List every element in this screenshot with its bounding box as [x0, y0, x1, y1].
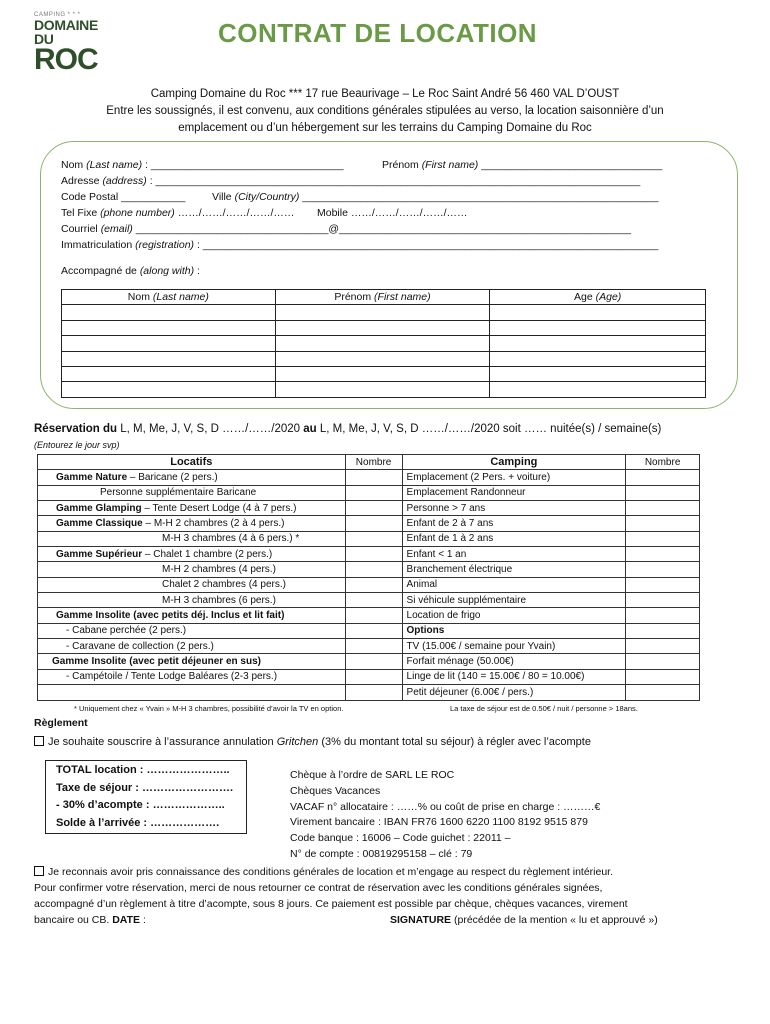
footnote-taxe: La taxe de séjour est de 0.50€ / nuit / personne > 18ans. — [450, 704, 638, 713]
header-nombre-locatifs: Nombre — [345, 455, 402, 470]
reservation-row — [38, 577, 700, 592]
locatif-nombre-cell[interactable] — [345, 639, 402, 654]
locatif-cell — [38, 562, 346, 577]
signature-label: SIGNATURE — [390, 914, 452, 926]
locatif-cell — [38, 654, 346, 669]
reservation-row — [38, 485, 700, 500]
camping-nombre-cell[interactable] — [626, 685, 700, 700]
header-camping: Camping — [402, 455, 626, 470]
ville-label: Ville — [212, 191, 235, 203]
locatif-nombre-cell[interactable] — [345, 516, 402, 531]
reservation-row — [38, 531, 700, 546]
camping-cell: Options — [402, 623, 626, 638]
payment-methods — [290, 768, 600, 863]
locatif-gamme: Gamme Insolite (avec petit déjeuner en sus) — [52, 656, 261, 668]
locatif-nombre-cell[interactable] — [345, 547, 402, 562]
locatif-label: - Caravane de collection (2 pers.) — [66, 640, 214, 652]
nom-label-en: (Last name) — [86, 159, 143, 171]
logo-tagline: CAMPING * * * — [34, 12, 81, 18]
ville-label-en: (City/Country) — [234, 191, 300, 203]
companion-cell[interactable] — [62, 351, 276, 366]
companion-row[interactable] — [62, 366, 706, 381]
cp-blank[interactable]: ___________ — [121, 191, 186, 203]
locatif-nombre-cell[interactable] — [345, 623, 402, 638]
reservation-row — [38, 501, 700, 516]
insurance-option[interactable] — [34, 736, 591, 748]
companion-cell[interactable] — [275, 320, 490, 335]
camping-logo — [34, 12, 118, 76]
locatif-label: – M-H 2 chambres (2 à 4 pers.) — [142, 518, 285, 530]
locatif-nombre-cell[interactable] — [345, 654, 402, 669]
locatif-gamme: Gamme Glamping — [56, 502, 142, 514]
reservation-from[interactable]: L, M, Me, J, V, S, D ……/……/2020 — [117, 423, 304, 435]
companions-header-row — [62, 290, 706, 305]
camping-nombre-cell[interactable] — [626, 608, 700, 623]
companion-cell[interactable] — [490, 366, 706, 381]
payment-cheques-vacances: Chèques Vacances — [290, 784, 381, 797]
locatif-cell — [38, 531, 346, 546]
reservation-header-row — [38, 455, 700, 470]
companions-header-age: Age (Age) — [490, 290, 706, 305]
reservation-table — [37, 454, 700, 701]
companions-header-prenom: Prénom (First name) — [275, 290, 490, 305]
accomp-label-fr: Accompagné de — [61, 265, 140, 277]
accompagne-label — [61, 265, 200, 277]
page-title: CONTRAT DE LOCATION — [218, 18, 538, 48]
payment-cheque: Chèque à l’ordre de SARL LE ROC — [290, 769, 455, 781]
companion-cell[interactable] — [275, 336, 490, 351]
camping-nombre-cell[interactable] — [626, 577, 700, 592]
date-label: DATE — [112, 914, 141, 926]
locatif-nombre-cell[interactable] — [345, 562, 402, 577]
acompte[interactable]: - 30% d’acompte : ……………….. — [56, 799, 225, 812]
companion-cell[interactable] — [62, 320, 276, 335]
insurance-brand: Gritchen — [276, 736, 319, 748]
nom-field[interactable] — [61, 159, 344, 171]
insurance-text: Je souhaite souscrire à l’assurance annulation — [48, 736, 277, 748]
companions-table — [61, 289, 706, 398]
accomp-label-en: (along with) — [139, 265, 195, 277]
signature-line[interactable] — [390, 914, 658, 926]
locatif-label: M-H 3 chambres (6 pers.) — [162, 594, 276, 606]
companion-cell[interactable] — [62, 382, 276, 397]
locatif-label: Chalet 2 chambres (4 pers.) — [162, 579, 286, 591]
camping-nombre-cell[interactable] — [626, 639, 700, 654]
immatriculation-field[interactable] — [61, 239, 658, 251]
locatif-label: - Cabane perchée (2 pers.) — [66, 625, 187, 637]
closing-line-3: accompagné d’un règlement à titre d’acompte, sous 8 jours. Ce paiement est possible par chèque, chèques vacances, virement — [34, 898, 628, 910]
tel-label-en: (phone number) — [100, 207, 175, 219]
intro-address: Camping Domaine du Roc *** 17 rue Beaurivage – Le Roc Saint André 56 460 VAL D’OUST — [150, 88, 620, 100]
locatif-cell — [38, 685, 346, 700]
locatif-cell — [38, 577, 346, 592]
closing-line-2: Pour confirmer votre réservation, merci de nous retourner ce contrat de réservation avec les conditions générales signées, — [34, 882, 603, 894]
companion-cell[interactable] — [275, 366, 490, 381]
companion-cell[interactable] — [62, 305, 276, 320]
camping-cell: Enfant < 1 an — [402, 547, 626, 562]
reservation-row — [38, 623, 700, 638]
locatif-gamme: Gamme Supérieur — [56, 548, 143, 560]
companion-cell[interactable] — [62, 336, 276, 351]
nom-blank[interactable]: : _________________________________ — [142, 159, 344, 171]
companion-cell[interactable] — [275, 382, 490, 397]
prenom-blank[interactable]: _______________________________ — [478, 159, 663, 171]
camping-nombre-cell[interactable] — [626, 623, 700, 638]
closing-bancaire: bancaire ou CB. — [34, 914, 113, 926]
locatif-label: M-H 2 chambres (4 pers.) — [162, 564, 276, 576]
locatif-gamme: Gamme Insolite (avec petits déj. Inclus et lit fait) — [56, 610, 285, 622]
adresse-label: Adresse — [61, 175, 103, 187]
camping-cell: Emplacement Randonneur — [402, 485, 626, 500]
courriel-blank[interactable]: _________________________________@__________________________________________________ — [132, 223, 632, 235]
camping-nombre-cell[interactable] — [626, 562, 700, 577]
payment-compte: N° de compte : 00819295158 – clé : 79 — [290, 847, 473, 860]
reservation-row — [38, 562, 700, 577]
nom-label: Nom — [61, 159, 87, 171]
header-nombre-camping: Nombre — [626, 455, 700, 470]
locatif-label: – Baricane (2 pers.) — [127, 472, 218, 484]
locatif-label: Personne supplémentaire Baricane — [100, 487, 257, 499]
total-location[interactable]: TOTAL location : ………………….. — [56, 764, 230, 776]
intro-text-2: emplacement ou d’un hébergement sur les terrains du Camping Domaine du Roc — [178, 122, 592, 134]
locatif-cell — [38, 470, 346, 485]
companion-cell[interactable] — [490, 351, 706, 366]
courriel-label-en: (email) — [100, 223, 133, 235]
camping-cell: Enfant de 1 à 2 ans — [402, 531, 626, 546]
payment-code-banque: Code banque : 16006 – Code guichet : 22011 – — [290, 832, 511, 845]
locatif-nombre-cell[interactable] — [345, 531, 402, 546]
locatif-cell — [38, 593, 346, 608]
locatif-cell — [38, 608, 346, 623]
insurance-checkbox[interactable] — [34, 736, 44, 746]
solde-arrivee[interactable]: Solde à l’arrivée : ………………. — [56, 816, 220, 829]
insurance-text-end: (3% du montant total su séjour) à régler avec l’acompte — [318, 736, 591, 748]
camping-cell: Petit déjeuner (6.00€ / pers.) — [402, 685, 626, 700]
adresse-label-en: (address) — [102, 175, 147, 187]
companion-cell[interactable] — [275, 305, 490, 320]
camping-cell: Location de frigo — [402, 608, 626, 623]
camping-cell: Branchement électrique — [402, 562, 626, 577]
reservation-row — [38, 593, 700, 608]
reservation-to[interactable]: L, M, Me, J, V, S, D ……/……/2020 soit …… nuitée(s) / semaine(s) — [316, 423, 662, 435]
locatif-nombre-cell[interactable] — [345, 593, 402, 608]
code-postal-field[interactable] — [61, 191, 185, 203]
immat-label-en: (registration) — [135, 239, 195, 251]
companion-cell[interactable] — [490, 305, 706, 320]
companion-cell[interactable] — [490, 336, 706, 351]
locatif-cell — [38, 669, 346, 684]
conditions-acknowledgement[interactable] — [34, 866, 613, 878]
camping-nombre-cell[interactable] — [626, 470, 700, 485]
camping-nombre-cell[interactable] — [626, 485, 700, 500]
reservation-row — [38, 547, 700, 562]
locatif-nombre-cell[interactable] — [345, 608, 402, 623]
logo-name: DOMAINE DU — [34, 17, 99, 47]
reservation-row — [38, 470, 700, 485]
companion-row[interactable] — [62, 336, 706, 351]
companion-cell[interactable] — [62, 366, 276, 381]
tel-label: Tel Fixe — [61, 207, 101, 219]
camping-cell: TV (15.00€ / semaine pour Yvain) — [402, 639, 626, 654]
prenom-label-en: (First name) — [421, 159, 479, 171]
camping-cell: Animal — [402, 577, 626, 592]
locatif-nombre-cell[interactable] — [345, 685, 402, 700]
taxe-sejour[interactable]: Taxe de séjour : ……………………. — [56, 781, 234, 794]
courriel-label: Courriel — [61, 223, 101, 235]
camping-nombre-cell[interactable] — [626, 593, 700, 608]
camping-cell: Enfant de 2 à 7 ans — [402, 516, 626, 531]
companion-row[interactable] — [62, 382, 706, 397]
camping-cell: Linge de lit (140 = 15.00€ / 80 = 10.00€) — [402, 669, 626, 684]
reservation-line[interactable] — [34, 423, 661, 435]
locatif-nombre-cell[interactable] — [345, 577, 402, 592]
reservation-row — [38, 608, 700, 623]
companion-row[interactable] — [62, 351, 706, 366]
reservation-label: Réservation du — [34, 423, 118, 435]
companions-header-nom: Nom (Last name) — [62, 290, 276, 305]
totals-box — [45, 760, 247, 834]
logo-roc: ROC — [34, 43, 98, 76]
locatif-nombre-cell[interactable] — [345, 470, 402, 485]
reservation-row — [38, 654, 700, 669]
payment-virement: Virement bancaire : IBAN FR76 1600 6220 1100 8192 9515 879 — [290, 816, 588, 829]
locatif-label: - Campétoile / Tente Lodge Baléares (2-3 pers.) — [66, 671, 278, 683]
locatif-gamme: Gamme Nature — [56, 472, 128, 484]
accomp-colon: : — [194, 265, 200, 277]
reservation-row — [38, 639, 700, 654]
locatif-label: – Chalet 1 chambre (2 pers.) — [142, 548, 273, 560]
header-locatifs: Locatifs — [38, 455, 346, 470]
camping-cell: Si véhicule supplémentaire — [402, 593, 626, 608]
immat-blank[interactable]: : ______________________________________________________________________________ — [194, 239, 659, 251]
footnote-tv: * Uniquement chez « Yvain » M-H 3 chambres, possibilité d’avoir la TV en option. — [74, 704, 344, 713]
locatif-gamme: Gamme Classique — [56, 518, 143, 530]
camping-cell: Emplacement (2 Pers. + voiture) — [402, 470, 626, 485]
locatif-cell — [38, 516, 346, 531]
locatif-nombre-cell[interactable] — [345, 485, 402, 500]
cp-label: Code Postal — [61, 191, 122, 203]
closing-line-4 — [34, 914, 146, 926]
reservation-note: (Entourez le jour svp) — [34, 440, 120, 450]
ville-field[interactable] — [212, 191, 658, 203]
date-colon[interactable]: : — [140, 914, 146, 926]
tel-field[interactable] — [61, 207, 294, 219]
signature-note: (précédée de la mention « lu et approuvé ») — [451, 914, 658, 926]
mobile-field[interactable] — [317, 207, 468, 219]
intro-text-1: Entre les soussignés, il est convenu, aux conditions générales stipulées au verso, la location saisonnière d’un — [106, 105, 664, 117]
camping-cell: Personne > 7 ans — [402, 501, 626, 516]
camping-nombre-cell[interactable] — [626, 547, 700, 562]
camping-nombre-cell[interactable] — [626, 531, 700, 546]
locatif-cell — [38, 639, 346, 654]
prenom-label: Prénom — [382, 159, 422, 171]
camping-nombre-cell[interactable] — [626, 516, 700, 531]
companion-cell[interactable] — [275, 351, 490, 366]
companion-cell[interactable] — [490, 382, 706, 397]
reservation-row — [38, 669, 700, 684]
conditions-checkbox[interactable] — [34, 866, 44, 876]
locatif-cell — [38, 623, 346, 638]
companion-row[interactable] — [62, 305, 706, 320]
mobile-blank[interactable]: ……/……/……/……/…… — [350, 207, 468, 219]
courriel-field[interactable] — [61, 223, 631, 235]
locatif-cell — [38, 485, 346, 500]
prenom-field[interactable] — [382, 159, 662, 171]
camping-nombre-cell[interactable] — [626, 654, 700, 669]
locatif-label: M-H 3 chambres (4 à 6 pers.) * — [162, 533, 300, 545]
locatif-nombre-cell[interactable] — [345, 501, 402, 516]
reservation-row — [38, 685, 700, 700]
locatif-cell — [38, 547, 346, 562]
tel-blank[interactable]: ……/……/……/……/…… — [174, 207, 295, 219]
immat-label: Immatriculation — [61, 239, 136, 251]
camping-cell: Forfait ménage (50.00€) — [402, 654, 626, 669]
locatif-label: – Tente Desert Lodge (4 à 7 pers.) — [141, 502, 297, 514]
adresse-blank[interactable]: : ___________________________________________________________________________________ — [146, 175, 641, 187]
reservation-au: au — [303, 423, 317, 435]
locatif-cell — [38, 501, 346, 516]
locatif-nombre-cell[interactable] — [345, 669, 402, 684]
adresse-field[interactable] — [61, 175, 640, 187]
camping-nombre-cell[interactable] — [626, 669, 700, 684]
reservation-row — [38, 516, 700, 531]
companion-row[interactable] — [62, 320, 706, 335]
companion-cell[interactable] — [490, 320, 706, 335]
ville-blank[interactable]: _____________________________________________________________ — [299, 191, 659, 203]
payment-vacaf[interactable]: VACAF n° allocataire : ……% ou coût de prise en charge : ………€ — [290, 800, 601, 813]
reglement-title: Règlement — [34, 717, 88, 729]
camping-nombre-cell[interactable] — [626, 501, 700, 516]
mobile-label: Mobile — [317, 207, 351, 219]
conditions-text: Je reconnais avoir pris connaissance des conditions générales de location et m’engage au respect du règlement intérieur. — [48, 866, 614, 878]
